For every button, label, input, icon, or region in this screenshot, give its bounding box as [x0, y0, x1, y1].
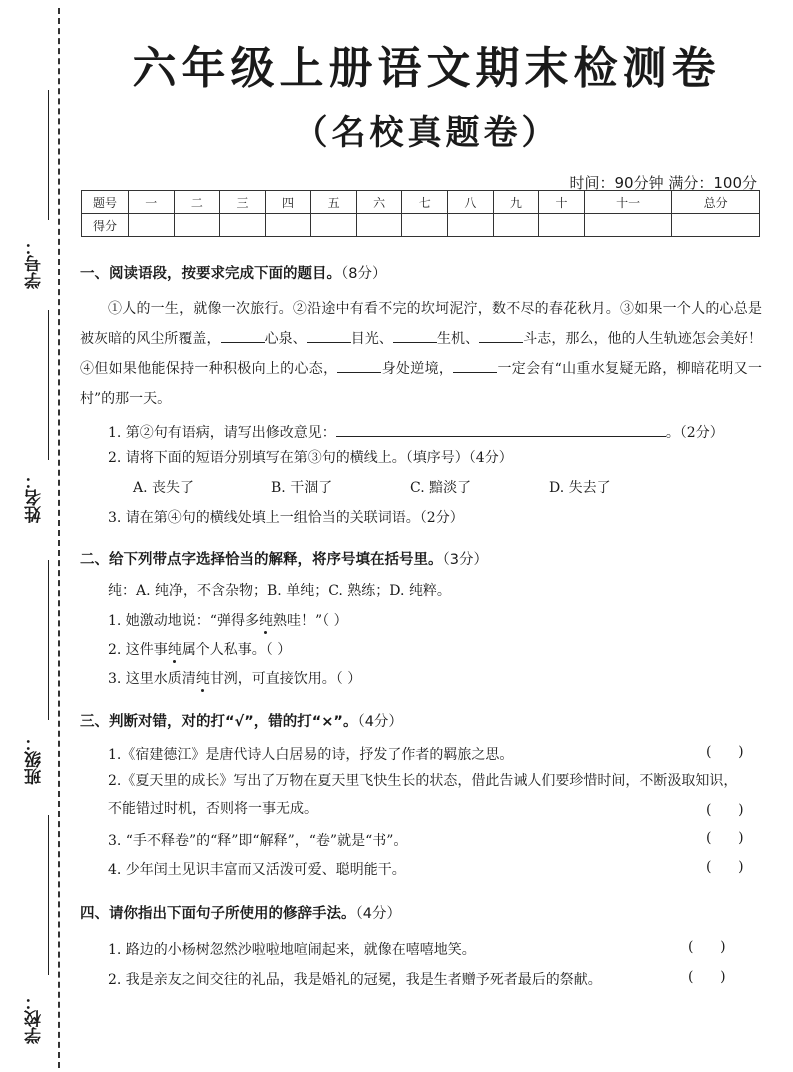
score-cell[interactable] [539, 214, 585, 237]
binding-dashed-line [58, 8, 60, 1068]
passage-blank-1[interactable] [221, 328, 265, 343]
s3-answer-2[interactable]: ( ) [706, 802, 744, 818]
s2-definitions: 纯：A. 纯净，不含杂物；B. 单纯；C. 熟练；D. 纯粹。 [108, 583, 451, 599]
score-table [81, 190, 760, 237]
s3-answer-3[interactable]: ( ) [706, 830, 744, 846]
s1-option-b: B. 干涸了 [271, 480, 333, 496]
section-4-title: 四、请你指出下面句子所使用的修辞手法。 [80, 906, 356, 922]
name-field [22, 300, 56, 530]
score-cell[interactable] [129, 214, 175, 237]
s2-item-text: 3. 这里水质清 [108, 671, 196, 687]
section-1-title: 一、阅读语段，按要求完成下面的题目。 [80, 266, 341, 282]
passage-blank-3[interactable] [393, 328, 437, 343]
col-9: 九 [493, 191, 539, 214]
dotted-char: 纯 [258, 613, 273, 629]
s1-q1-answer-line[interactable] [336, 422, 666, 437]
s2-item-text: 1. 她激动地说：“弹得多 [108, 613, 259, 629]
s2-item-text: 2. 这件事 [108, 642, 168, 658]
s2-item-answer[interactable]: 熟哇！”（ ） [272, 613, 348, 629]
col-total: 总分 [672, 191, 760, 214]
row-head-number: 题号 [82, 191, 129, 214]
s2-item-3 [108, 668, 361, 688]
section-3-heading [80, 710, 403, 731]
section-3-title: 三、判断对错，对的打“√”，错的打“×”。 [80, 714, 358, 730]
passage-text: ①人的一生，就像一次旅行。②沿途中有看不完的坎坷泥泞，数不尽的春花秋月。③如果一个人的心总是被灰暗的风尘所覆盖， [80, 301, 762, 347]
passage-blank-6[interactable] [453, 358, 497, 373]
section-2-title: 二、给下列带点字选择恰当的解释，将序号填在括号里。 [80, 552, 443, 568]
col-4: 四 [265, 191, 311, 214]
exam-time-score: 时间：90分钟 满分：100分 [569, 174, 757, 192]
score-table-score-row [82, 214, 760, 237]
section-4-heading [80, 902, 401, 923]
s4-answer-2[interactable]: ( ) [688, 969, 726, 985]
s4-item-1: 1. 路边的小杨树忽然沙啦啦地喧闹起来，就像在嘻嘻地笑。 [108, 942, 476, 958]
col-7: 七 [402, 191, 448, 214]
score-cell[interactable] [265, 214, 311, 237]
s1-q1-end: 。（2分） [665, 425, 724, 441]
score-cell[interactable] [493, 214, 539, 237]
s2-item-2 [108, 639, 291, 659]
passage-text: 斗志，那么，他的人生轨迹怎会美好！④但如果他能保持一种积极向上的心态， [80, 331, 763, 377]
s1-q1-text: 1. 第②句有语病，请写出修改意见： [108, 425, 336, 441]
col-5: 五 [311, 191, 357, 214]
class-field [22, 560, 56, 790]
s4-item-2: 2. 我是亲友之间交往的礼品，我是婚礼的冠冕，我是生者赠予死者最后的祭献。 [108, 972, 602, 988]
s3-answer-1[interactable]: ( ) [706, 744, 744, 760]
score-cell[interactable] [402, 214, 448, 237]
class-label: 班级： [25, 734, 45, 786]
passage-text: 生机、 [436, 331, 480, 347]
score-cell[interactable] [220, 214, 266, 237]
school-label: 学校： [25, 993, 45, 1045]
school-field [22, 815, 56, 1065]
s2-item-answer[interactable]: 属个人私事。（ ） [181, 642, 292, 658]
passage-text: 目光、 [350, 331, 393, 347]
col-2: 二 [174, 191, 220, 214]
dotted-char: 纯 [167, 642, 182, 658]
section-3-points: （4分） [357, 714, 403, 730]
row-head-score: 得分 [82, 214, 129, 237]
score-cell[interactable] [448, 214, 494, 237]
section-4-points: （4分） [355, 906, 401, 922]
student-number-field [22, 40, 56, 290]
col-1: 一 [129, 191, 175, 214]
score-cell[interactable] [356, 214, 402, 237]
s2-item-1 [108, 610, 348, 630]
col-11: 十一 [584, 191, 672, 214]
school-underline[interactable] [48, 815, 49, 975]
passage-blank-5[interactable] [337, 358, 381, 373]
passage-text: 一定会有“山重水复疑无路，柳暗花明又一村”的那一天。 [80, 361, 763, 407]
s3-item-4: 4. 少年闰土见识丰富而又活泼可爱、聪明能干。 [108, 862, 406, 878]
student-number-label: 学号： [25, 238, 45, 290]
section-2-heading [80, 548, 488, 569]
exam-subtitle: （名校真题卷） [293, 113, 560, 153]
col-3: 三 [220, 191, 266, 214]
col-10: 十 [539, 191, 585, 214]
s3-item-3: 3. “手不释卷”的“释”即“解释”，“卷”就是“书”。 [108, 833, 408, 849]
s1-option-c: C. 黯淡了 [410, 480, 472, 496]
s2-item-answer[interactable]: 甘洌，可直接饮用。（ ） [209, 671, 362, 687]
student-number-underline[interactable] [48, 90, 49, 220]
dotted-char: 纯 [195, 671, 210, 687]
section-1-heading [80, 262, 386, 283]
section-1-points: （8分） [341, 266, 387, 282]
col-6: 六 [356, 191, 402, 214]
passage-text: 心泉、 [264, 331, 307, 347]
section-1-passage [80, 294, 762, 414]
score-cell[interactable] [311, 214, 357, 237]
score-cell[interactable] [174, 214, 220, 237]
passage-blank-2[interactable] [307, 328, 351, 343]
s3-answer-4[interactable]: ( ) [706, 859, 744, 875]
s1-question-3: 3. 请在第④句的横线处填上一组恰当的关联词语。（2分） [108, 510, 464, 526]
s4-answer-1[interactable]: ( ) [688, 939, 726, 955]
s1-question-2: 2. 请将下面的短语分别填写在第③句的横线上。（填序号）（4分） [108, 450, 513, 466]
s1-option-a: A. 丧失了 [133, 480, 195, 496]
col-8: 八 [448, 191, 494, 214]
score-cell[interactable] [584, 214, 672, 237]
s3-item-1: 1.《宿建德江》是唐代诗人白居易的诗，抒发了作者的羁旅之思。 [108, 747, 514, 763]
class-underline[interactable] [48, 560, 49, 720]
name-underline[interactable] [48, 310, 49, 460]
name-label: 姓名： [25, 472, 45, 524]
s1-option-d: D. 失去了 [549, 480, 611, 496]
exam-title: 六年级上册语文期末检测卷 [132, 43, 721, 94]
s1-question-1 [108, 422, 724, 442]
score-table-header-row [82, 191, 760, 214]
s3-item-2: 2.《夏天里的成长》写出了万物在夏天里飞快生长的状态，借此告诫人们要珍惜时间，不断汲取知识，不能错过时机，否则将一事无成。 [108, 773, 738, 817]
score-cell[interactable] [672, 214, 760, 237]
passage-text: 身处逆境， [381, 361, 454, 377]
passage-blank-4[interactable] [479, 328, 523, 343]
section-2-points: （3分） [442, 552, 488, 568]
